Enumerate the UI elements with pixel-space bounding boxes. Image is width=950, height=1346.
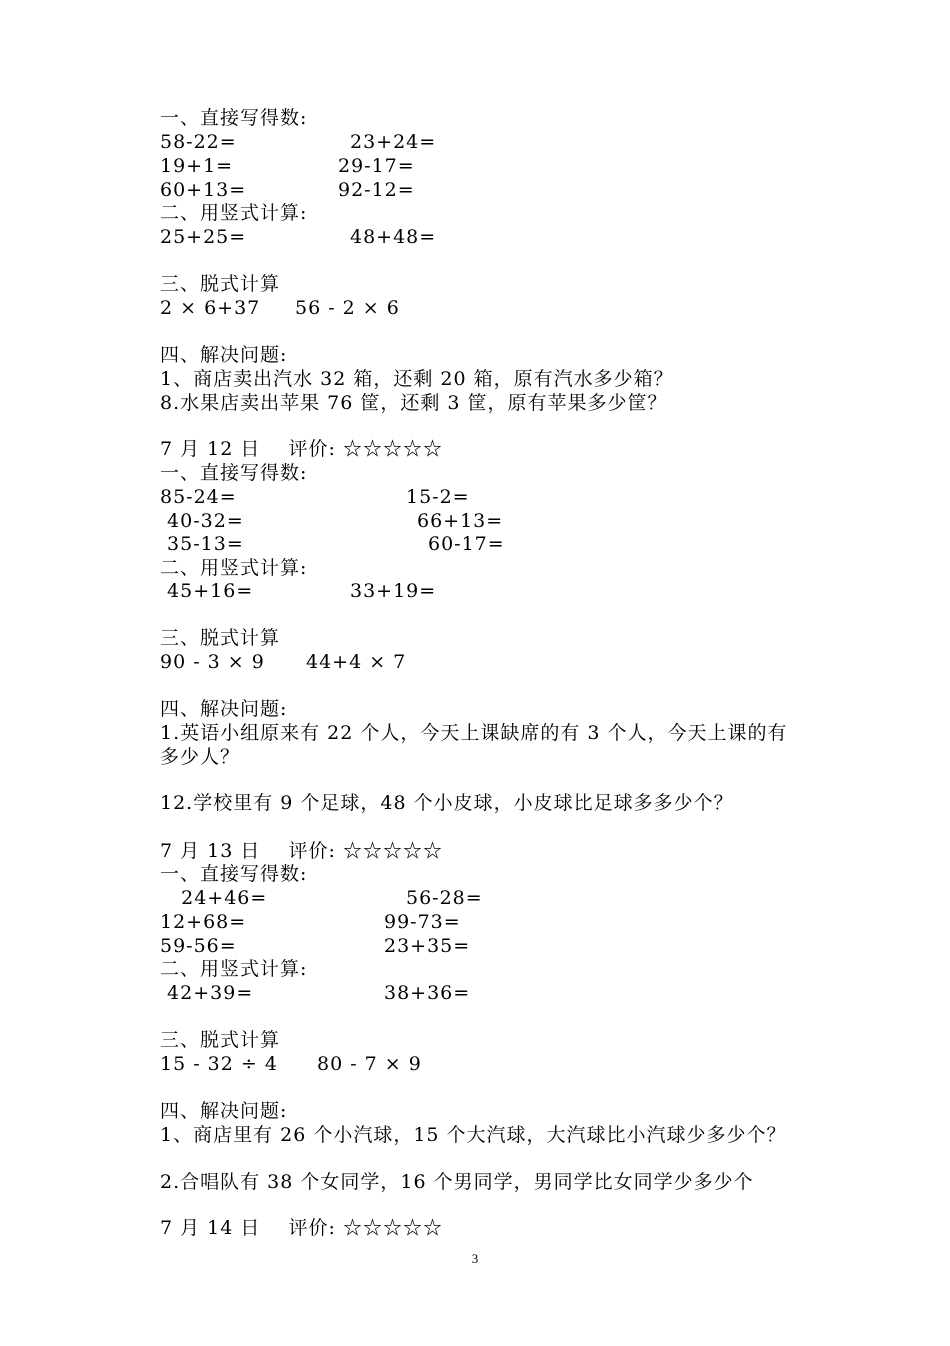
section-heading: 三、脱式计算 — [160, 627, 281, 649]
section-heading: 一、直接写得数: — [160, 863, 308, 885]
date-rating-line: 7 月 12 日 评价: ☆☆☆☆☆ — [160, 438, 443, 460]
word-problem: 1、商店里有 26 个小汽球，15 个大汽球，大汽球比小汽球少多少个？ — [160, 1124, 787, 1146]
problem-left: 90 - 3 × 9 — [160, 651, 265, 673]
problem-right: 29-17= — [338, 155, 415, 177]
problem-left: 25+25= — [160, 226, 247, 248]
problem-right: 56 - 2 × 6 — [295, 297, 400, 319]
math-problem-row — [160, 650, 407, 674]
problem-right: 92-12= — [338, 179, 415, 201]
problem-right: 15-2= — [406, 486, 470, 508]
section-heading: 二、用竖式计算: — [160, 202, 308, 224]
date-rating-line: 7 月 14 日 评价: ☆☆☆☆☆ — [160, 1217, 443, 1239]
math-problem-row — [160, 910, 461, 934]
problem-right: 48+48= — [350, 226, 437, 248]
problem-left: 40-32= — [160, 510, 244, 532]
word-problem: 2.合唱队有 38 个女同学，16 个男同学，男同学比女同学少多少个 — [160, 1171, 754, 1193]
problem-left: 35-13= — [160, 533, 244, 555]
math-problem-row — [160, 886, 483, 910]
page-number: 3 — [471, 1251, 479, 1266]
section-heading: 二、用竖式计算: — [160, 557, 308, 579]
section-heading: 三、脱式计算 — [160, 273, 281, 295]
word-problem: 1.英语小组原来有 22 个人，今天上课缺席的有 3 个人，今天上课的有 — [160, 722, 788, 744]
section-heading: 四、解决问题: — [160, 698, 288, 720]
problem-left: 42+39= — [160, 982, 254, 1004]
math-problem-row — [160, 532, 505, 556]
problem-left: 19+1= — [160, 155, 234, 177]
math-problem-row — [160, 178, 415, 202]
math-problem-row — [160, 154, 415, 178]
math-problem-row — [160, 1052, 422, 1076]
section-heading: 三、脱式计算 — [160, 1029, 281, 1051]
problem-left: 12+68= — [160, 911, 247, 933]
word-problem: 12.学校里有 9 个足球，48 个小皮球，小皮球比足球多多少个？ — [160, 792, 734, 814]
problem-right: 80 - 7 × 9 — [317, 1053, 422, 1075]
problem-right: 56-28= — [406, 887, 483, 909]
word-problem: 1、商店卖出汽水 32 箱，还剩 20 箱，原有汽水多少箱？ — [160, 368, 674, 390]
problem-right: 44+4 × 7 — [306, 651, 407, 673]
problem-right: 60-17= — [428, 533, 505, 555]
problem-right: 23+24= — [350, 131, 437, 153]
section-heading: 四、解决问题: — [160, 344, 288, 366]
math-problem-row — [160, 225, 437, 249]
problem-left: 58-22= — [160, 131, 237, 153]
problem-right: 23+35= — [384, 935, 471, 957]
section-heading: 一、直接写得数: — [160, 462, 308, 484]
word-problem: 8.水果店卖出苹果 76 筐，还剩 3 筐，原有苹果多少筐？ — [160, 392, 668, 414]
math-problem-row — [160, 579, 437, 603]
math-problem-row — [160, 485, 470, 509]
word-problem: 多少人？ — [160, 746, 241, 768]
problem-left: 45+16= — [160, 580, 254, 602]
problem-left: 2 × 6+37 — [160, 297, 261, 319]
section-heading: 一、直接写得数: — [160, 107, 308, 129]
math-problem-row — [160, 130, 437, 154]
problem-left: 24+46= — [160, 887, 268, 909]
problem-left: 59-56= — [160, 935, 237, 957]
problem-right: 38+36= — [384, 982, 471, 1004]
math-problem-row — [160, 934, 471, 958]
problem-left: 85-24= — [160, 486, 237, 508]
section-heading: 四、解决问题: — [160, 1100, 288, 1122]
math-problem-row — [160, 981, 471, 1005]
section-heading: 二、用竖式计算: — [160, 958, 308, 980]
date-rating-line: 7 月 13 日 评价: ☆☆☆☆☆ — [160, 840, 443, 862]
problem-left: 15 - 32 ÷ 4 — [160, 1053, 278, 1075]
math-problem-row — [160, 509, 504, 533]
math-problem-row — [160, 296, 400, 320]
problem-right: 99-73= — [384, 911, 461, 933]
problem-right: 66+13= — [417, 510, 504, 532]
problem-left: 60+13= — [160, 179, 247, 201]
problem-right: 33+19= — [350, 580, 437, 602]
